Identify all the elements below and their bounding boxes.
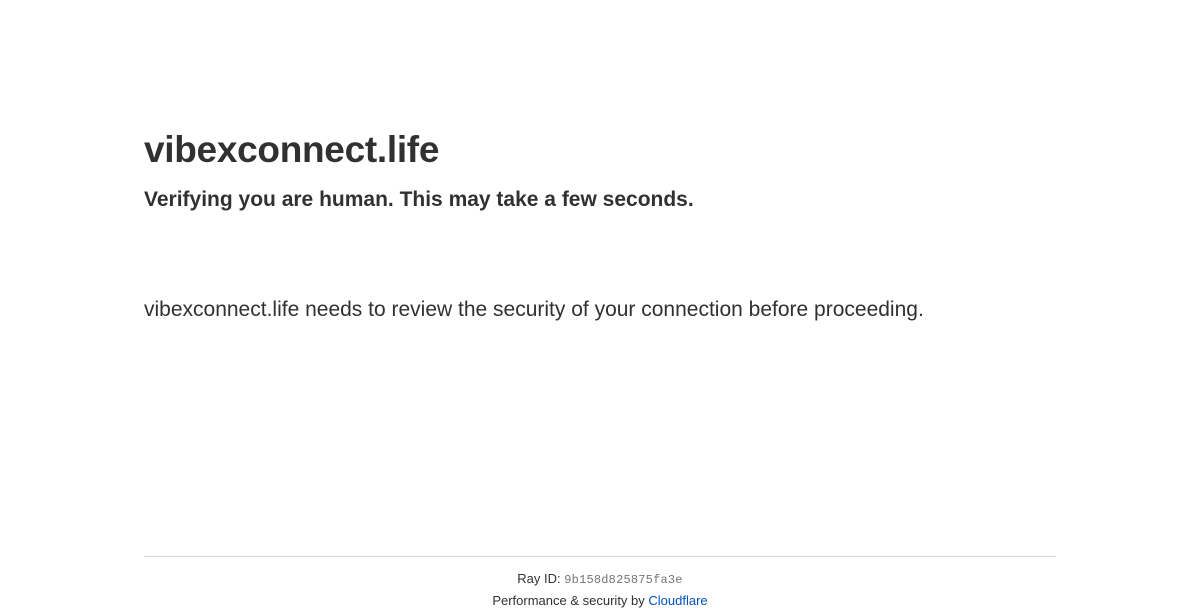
footer-attribution [144,587,1056,608]
page-footer [144,556,1056,608]
page-title: vibexconnect.life [144,129,440,170]
cloudflare-link[interactable]: Cloudflare [648,593,708,608]
challenge-description: vibexconnect.life needs to review the security of your connection before proceeding. [144,297,924,321]
ray-id-value: 9b158d825875fa3e [564,573,683,587]
challenge-content [144,0,1056,328]
verification-status-text: Verifying you are human. This may take a few seconds. [144,188,694,212]
footer-attribution-text: Performance & security by [492,593,645,608]
verification-widget-slot [144,214,1056,292]
ray-id-label: Ray ID: [517,571,561,586]
ray-id-line [144,557,1056,587]
